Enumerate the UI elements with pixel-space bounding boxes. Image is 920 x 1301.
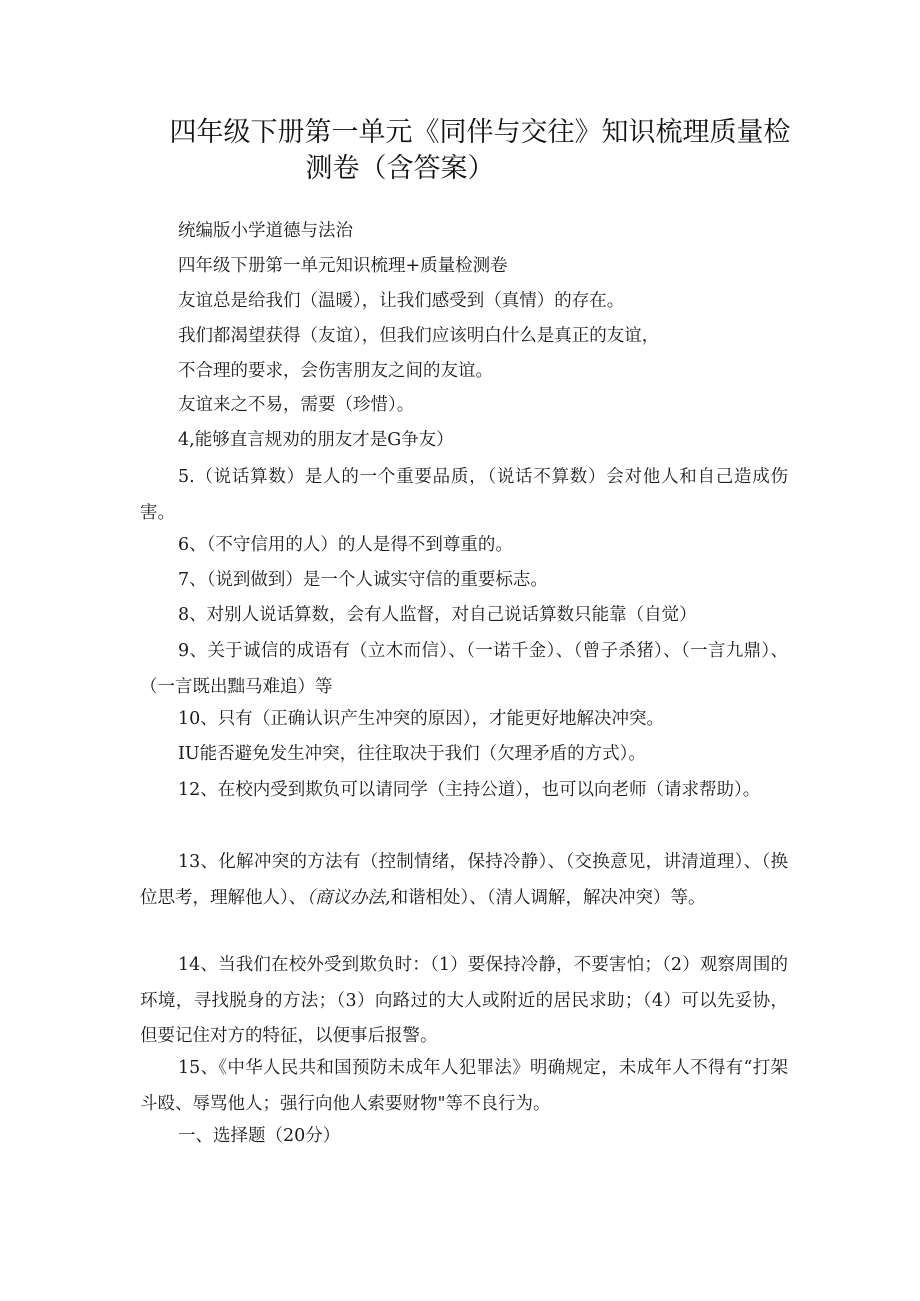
knowledge-item-14-part-a: 13、化解冲突的方法有（控制情绪，保持冷静）、（交换意见，讲清道理）、（换位思考，理解他人）、: [140, 852, 788, 908]
knowledge-item-7: 6、（不守信用的人）的人是得不到尊重的。: [178, 535, 513, 555]
knowledge-item-11: 10、只有（正确认识产生冲突的原因），才能更好地解决冲突。: [178, 709, 665, 729]
knowledge-item-14: [140, 845, 788, 916]
knowledge-item-3: 不合理的要求，会伤害朋友之间的友谊。: [178, 361, 493, 381]
knowledge-item-12: IU能否避免发生冲突，往往取决于我们（欠理矛盾的方式）。: [178, 744, 646, 764]
knowledge-item-10: 9、关于诚信的成语有（立木而信）、（一诺千金）、（曾子杀猪）、（一言九鼎）、（一言既出黜马难追）等: [140, 641, 788, 697]
document-title-line-2: 测卷（含答案）: [305, 153, 495, 184]
knowledge-item-1: 友谊总是给我们（温暖），让我们感受到（真情）的存在。: [178, 291, 625, 311]
knowledge-item-8: 7、（说到做到）是一个人诚实守信的重要标志。: [178, 570, 548, 590]
knowledge-item-14-part-b: （商议办法,: [306, 887, 391, 908]
knowledge-item-4: 友谊来之不易，需要（珍惜）。: [178, 395, 415, 415]
document-title-line-1: 四年级下册第一单元《同伴与交往》知识梳理质量检: [169, 117, 791, 148]
knowledge-item-6: 5.（说话算数）是人的一个重要品质，（说话不算数）会对他人和自己造成伤害。: [140, 467, 788, 523]
knowledge-item-16: 15、《中华人民共和国预防未成年人犯罪法》明确规定，未成年人不得有“打架斗殴、辱骂他人；强行向他人索要财物"等不良行为。: [140, 1058, 788, 1114]
knowledge-item-14-part-c: 和谐相处）、（清人调解，解决冲突）等。: [390, 887, 706, 908]
knowledge-item-15: 14、当我们在校外受到欺负时：（1）要保持冷静，不要害怕；（2）观察周围的环境，寻找脱身的方法；（3）向路过的大人或附近的居民求助；（4）可以先妥协，但要记住对方的特征，以便事后报警。: [140, 955, 788, 1046]
subject-line: 统编版小学道德与法治: [178, 221, 353, 241]
knowledge-item-9: 8、对别人说话算数，会有人监督，对自己说话算数只能靠（自觉）: [178, 605, 697, 625]
knowledge-item-2: 我们都渴望获得（友谊），但我们应该明白什么是真正的友谊，: [178, 326, 660, 346]
section-heading-choice: 一、选择题（20分）: [178, 1126, 341, 1146]
knowledge-item-13: 12、在校内受到欺负可以请同学（主持公道），也可以向老师（请求帮助）。: [178, 780, 761, 800]
subtitle-line: 四年级下册第一单元知识梳理+质量检测卷: [178, 256, 508, 276]
knowledge-item-5: 4,能够直言规劝的朋友才是G争友）: [178, 430, 454, 450]
